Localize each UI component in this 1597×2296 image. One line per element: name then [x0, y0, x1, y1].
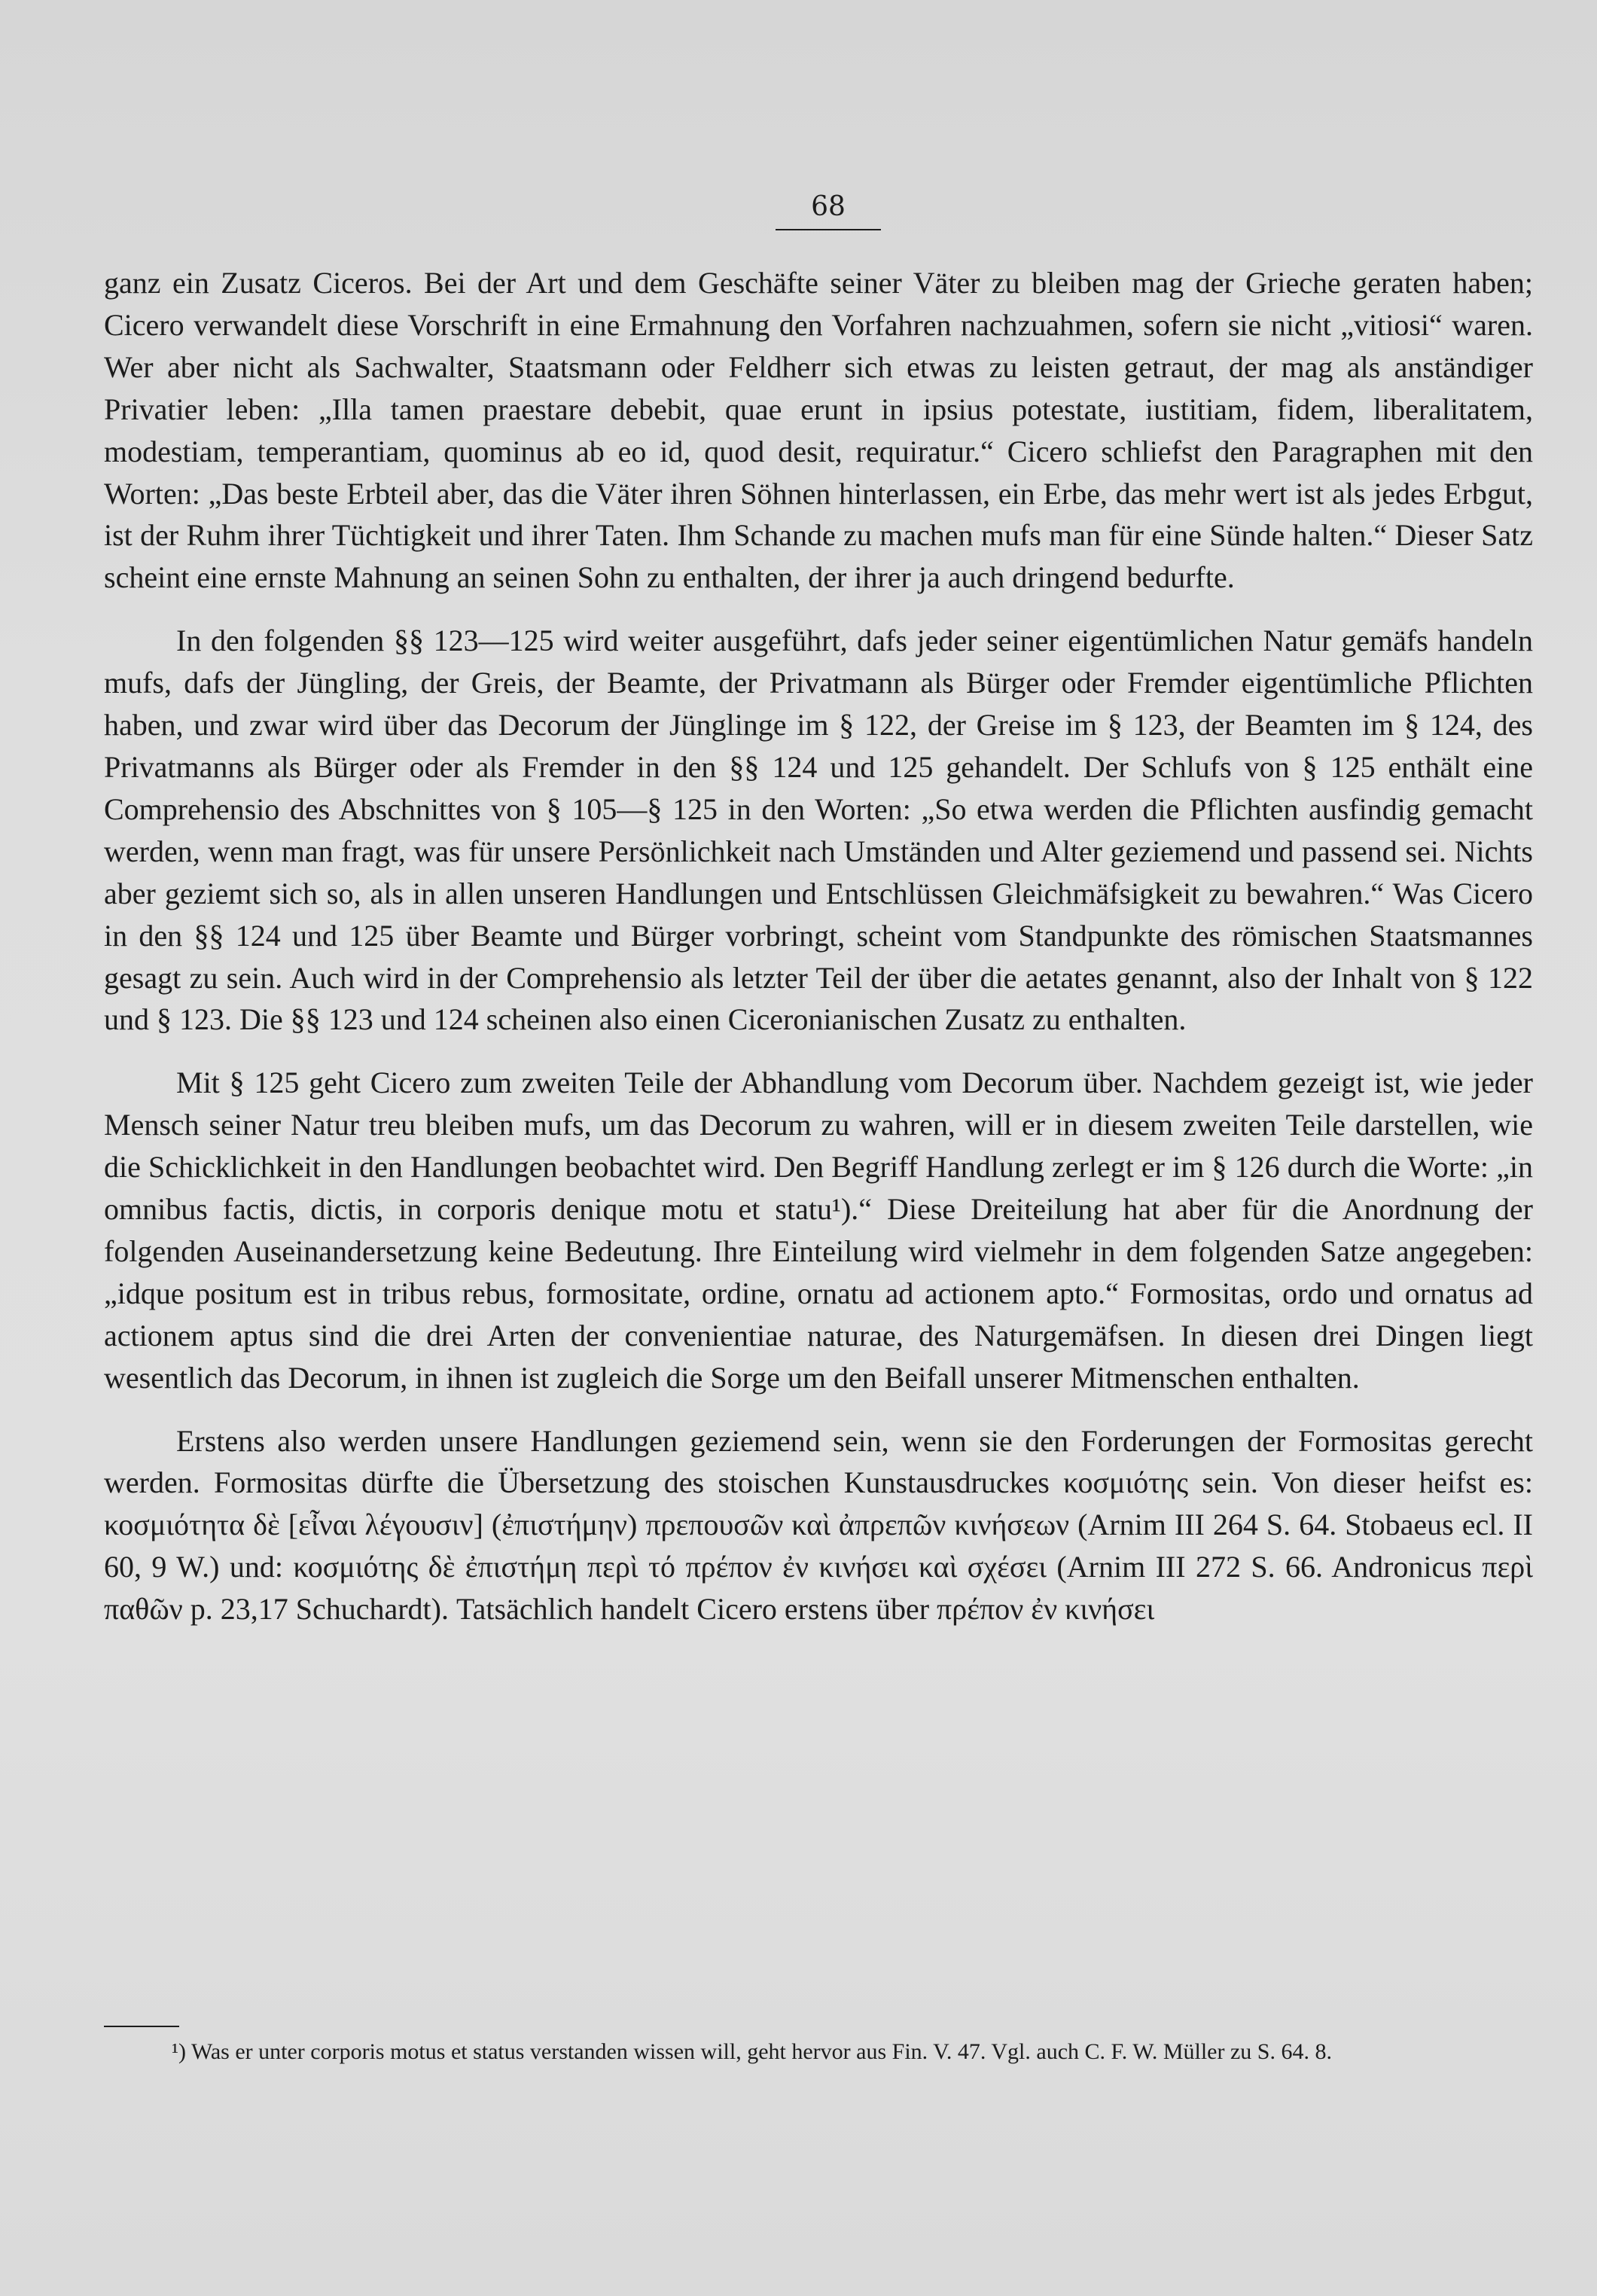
footnote: ¹) Was er unter corporis motus et status verstanden wissen will, geht hervor aus Fin. V. 47. Vgl. auch C. F. W. Müller zu S. 64. 8. [172, 2039, 1332, 2064]
paragraph-3: Mit § 125 geht Cicero zum zweiten Teile der Abhandlung vom Decorum über. Nachdem gezeigt ist, wie jeder Mensch seiner Natur treu bleiben mufs, um das Decorum zu wahren, will er in diesem zweiten Teile darstellen, wie die Schicklichkeit in den Handlungen beobachtet wird. Den Begriff Handlung zerlegt er im § 126 durch die Worte: „in omnibus factis, dictis, in corporis denique motu et statu¹).“ Diese Dreiteilung hat aber für die Anordnung der folgenden Auseinandersetzung keine Bedeutung. Ihre Einteilung wird vielmehr in dem folgenden Satze angegeben: „idque positum est in tribus rebus, formositate, ordine, ornatu ad actionem apto.“ Formositas, ordo und ornatus ad actionem aptus sind die drei Arten der convenientiae naturae, des Naturgemäfsen. In diesen drei Dingen liegt wesentlich das Decorum, in ihnen ist zugleich die Sorge um den Beifall unserer Mitmenschen enthalten. [104, 1066, 1533, 1395]
page-number: 68 [776, 188, 881, 230]
paragraph-1: ganz ein Zusatz Ciceros. Bei der Art und dem Geschäfte seiner Väter zu bleiben mag der Grieche geraten haben; Cicero verwandelt diese Vorschrift in eine Ermahnung den Vorfahren nachzuahmen, sofern sie nicht „vitiosi“ waren. Wer aber nicht als Sachwalter, Staatsmann oder Feldherr sich etwas zu leisten getraut, der mag als anständiger Privatier leben: „Illa tamen praestare debebit, quae erunt in ipsius potestate, iustitiam, fidem, liberalitatem, modestiam, temperantiam, quominus ab eo id, quod desit, requiratur.“ Cicero schliefst den Paragraphen mit den Worten: „Das beste Erbteil aber, das die Väter ihren Söhnen hinterlassen, ein Erbe, das mehr wert ist als jedes Erbgut, ist der Ruhm ihrer Tüchtigkeit und ihrer Taten. Ihm Schande zu machen mufs man für eine Sünde halten.“ Dieser Satz scheint eine ernste Mahnung an seinen Sohn zu enthalten, der ihrer ja auch dringend bedurfte. [104, 266, 1533, 595]
paragraph-4: Erstens also werden unsere Handlungen geziemend sein, wenn sie den Forderungen der Formositas gerecht werden. Formositas dürfte die Übersetzung des stoischen Kunstausdruckes κοσμιότης sein. Von dieser heifst es: κοσμιότητα δὲ [εἶναι λέγουσιν] (ἐπιστήμην) πρεπουσῶν καὶ ἀπρεπῶν κινήσεων (Arnim III 264 S. 64. Stobaeus ecl. II 60, 9 W.) und: κοσμιότης δὲ ἐπιστήμη περὶ τό πρέπον ἐν κινήσει καὶ σχέσει (Arnim III 272 S. 66. Andronicus περὶ παθῶν p. 23,17 Schuchardt). Tatsächlich handelt Cicero erstens über πρέπον ἐν κινήσει [104, 1423, 1533, 1627]
paragraph-2: In den folgenden §§ 123—125 wird weiter ausgeführt, dafs jeder seiner eigentümlichen Natur gemäfs handeln mufs, dafs der Jüngling, der Greis, der Beamte, der Privatmann als Bürger oder Fremder eigentümliche Pflichten haben, und zwar wird über das Decorum der Jünglinge im § 122, der Greise im § 123, der Beamten im § 124, des Privatmanns als Bürger oder als Fremder in den §§ 124 und 125 gehandelt. Der Schlufs von § 125 enthält eine Comprehensio des Abschnittes von § 105—§ 125 in den Worten: „So etwa werden die Pflichten ausfindig gemacht werden, wenn man fragt, was für unsere Persönlichkeit nach Umständen und Alter geziemend und passend sei. Nichts aber geziemt sich so, als in allen unseren Handlungen und Entschlüssen Gleichmäfsigkeit zu bewahren.“ Was Cicero in den §§ 124 und 125 über Beamte und Bürger vorbringt, scheint vom Standpunkte des römischen Staatsmannes gesagt zu sein. Auch wird in der Comprehensio als letzter Teil der über die aetates genannt, also der Inhalt von § 122 und § 123. Die §§ 123 und 124 scheinen also einen Ciceronianischen Zusatz zu enthalten. [104, 624, 1533, 1037]
footnote-divider [104, 2026, 179, 2027]
main-text [104, 262, 1533, 1630]
